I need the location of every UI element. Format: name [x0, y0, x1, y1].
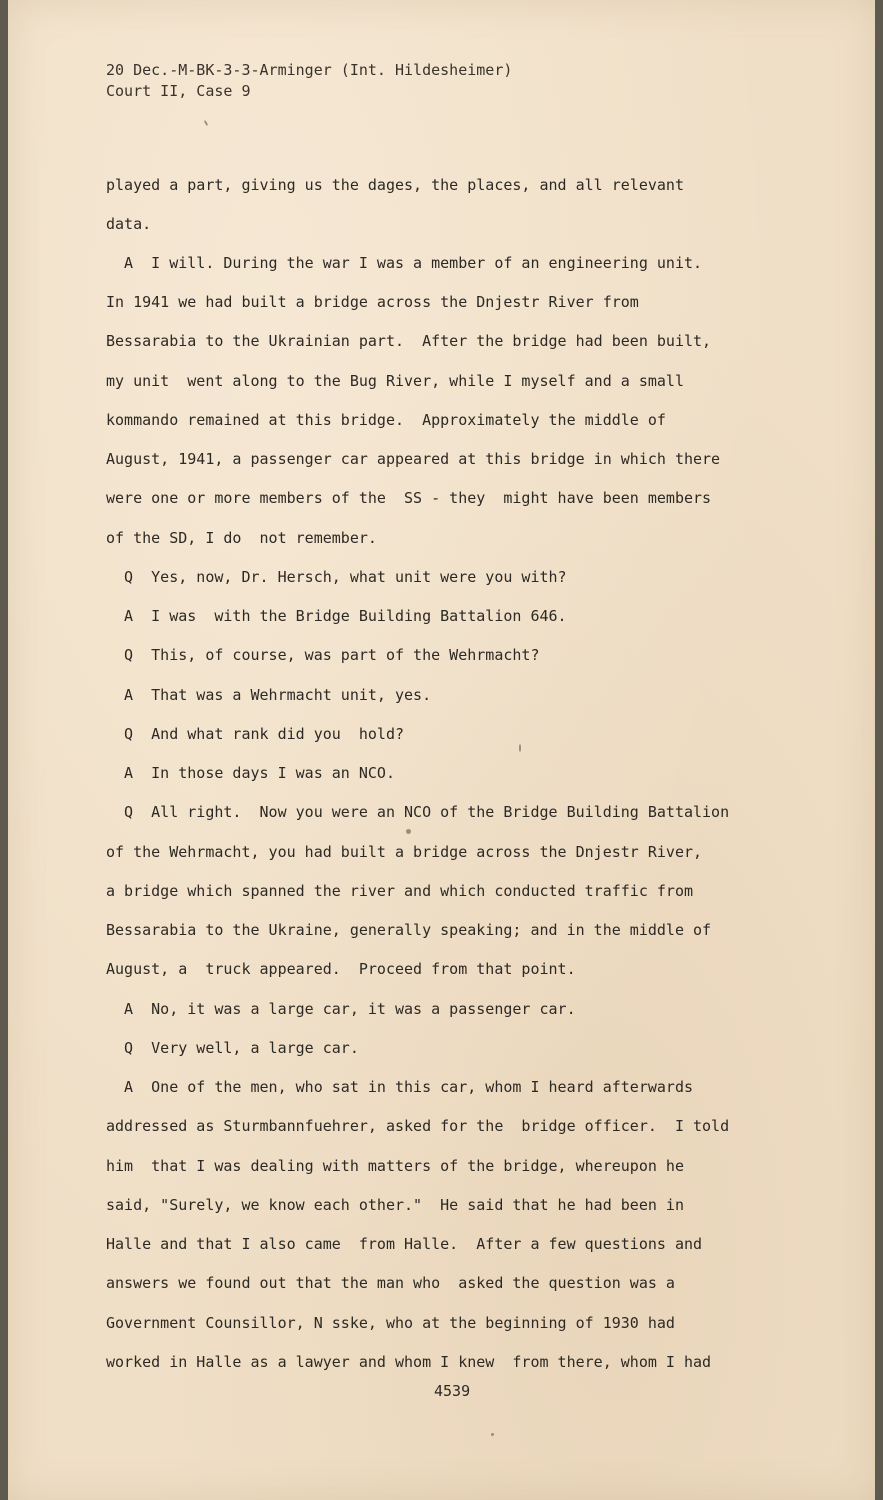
transcript-line: Q Very well, a large car.	[106, 1039, 359, 1057]
transcript-line: A I was with the Bridge Building Battalion 646.	[106, 607, 567, 625]
transcript-line: August, a truck appeared. Proceed from that point.	[106, 960, 576, 978]
transcript-line: A One of the men, who sat in this car, whom I heard afterwards	[106, 1078, 693, 1096]
header-line-case-reference: 20 Dec.-M-BK-3-3-Arminger (Int. Hildesheimer)	[106, 61, 513, 79]
transcript-line: him that I was dealing with matters of the bridge, whereupon he	[106, 1157, 684, 1175]
transcript-line: were one or more members of the SS - they might have been members	[106, 489, 712, 507]
transcript-line: a bridge which spanned the river and which conducted traffic from	[106, 882, 693, 900]
paper-mark	[204, 120, 209, 126]
transcript-line: said, "Surely, we know each other." He said that he had been in	[106, 1196, 684, 1214]
transcript-line: data.	[106, 215, 152, 233]
page-number: 4539	[434, 1382, 471, 1400]
transcript-line: Government Counsillor, N sske, who at the beginning of 1930 had	[106, 1314, 675, 1332]
transcript-line: August, 1941, a passenger car appeared at this bridge in which there	[106, 450, 721, 468]
transcript-line: worked in Halle as a lawyer and whom I knew from there, whom I had	[106, 1353, 712, 1371]
header-line-court: Court II, Case 9	[106, 82, 251, 100]
paper-mark	[519, 744, 521, 752]
transcript-line: of the Wehrmacht, you had built a bridge across the Dnjestr River,	[106, 843, 703, 861]
paper-mark	[491, 1433, 494, 1436]
transcript-line: Q And what rank did you hold?	[106, 725, 405, 743]
transcript-line: Bessarabia to the Ukrainian part. After the bridge had been built,	[106, 332, 712, 350]
document-page	[8, 0, 875, 1500]
transcript-line: Halle and that I also came from Halle. After a few questions and	[106, 1235, 703, 1253]
transcript-line: Q All right. Now you were an NCO of the Bridge Building Battalion	[106, 803, 730, 821]
transcript-line: addressed as Sturmbannfuehrer, asked for the bridge officer. I told	[106, 1117, 730, 1135]
transcript-line: played a part, giving us the dages, the places, and all relevant	[106, 176, 684, 194]
transcript-line: answers we found out that the man who asked the question was a	[106, 1274, 675, 1292]
document-header	[106, 60, 512, 102]
transcript-line: of the SD, I do not remember.	[106, 529, 377, 547]
transcript-line: my unit went along to the Bug River, while I myself and a small	[106, 372, 684, 390]
paper-mark	[406, 829, 411, 834]
transcript-line: A That was a Wehrmacht unit, yes.	[106, 686, 432, 704]
transcript-line: kommando remained at this bridge. Approximately the middle of	[106, 411, 666, 429]
transcript-line: In 1941 we had built a bridge across the Dnjestr River from	[106, 293, 639, 311]
transcript-line: A I will. During the war I was a member of an engineering unit.	[106, 254, 703, 272]
transcript-line: A In those days I was an NCO.	[106, 764, 395, 782]
transcript-line: Bessarabia to the Ukraine, generally speaking; and in the middle of	[106, 921, 712, 939]
transcript-line: Q This, of course, was part of the Wehrmacht?	[106, 646, 540, 664]
transcript-line: A No, it was a large car, it was a passenger car.	[106, 1000, 576, 1018]
transcript-line: Q Yes, now, Dr. Hersch, what unit were you with?	[106, 568, 567, 586]
